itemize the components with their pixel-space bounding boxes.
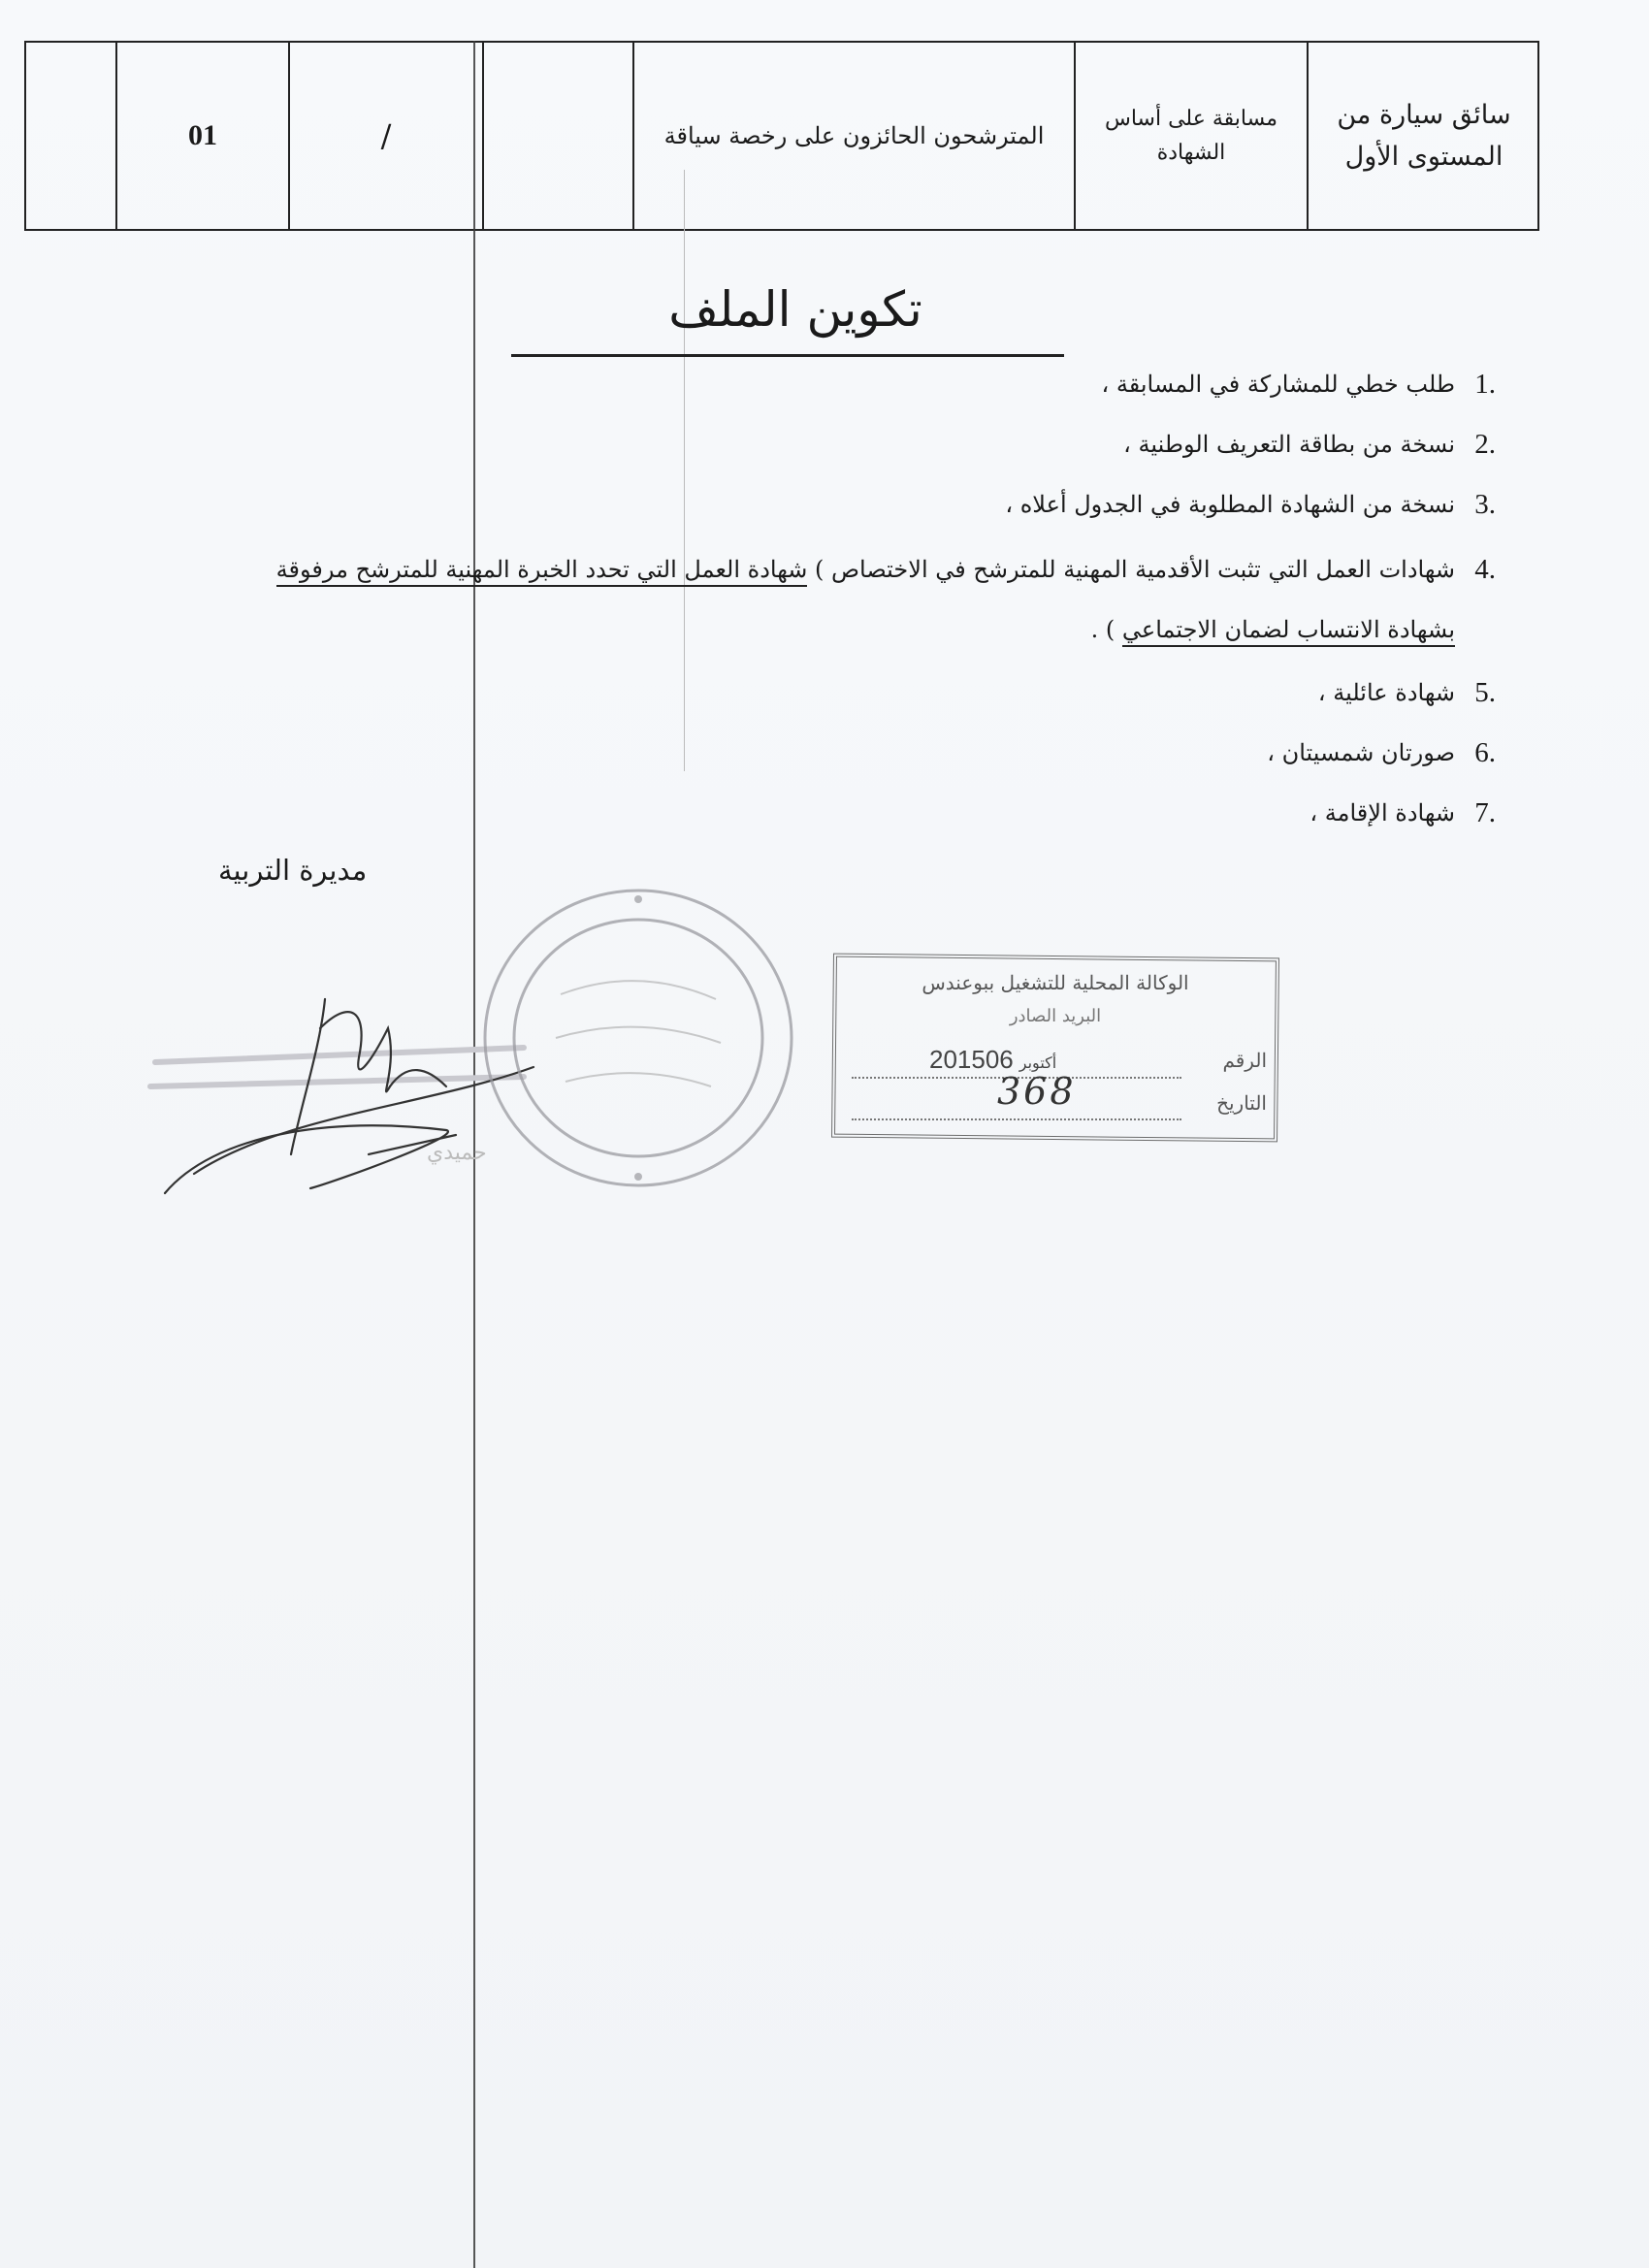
item-text-end: ) . [1090,616,1122,643]
list-item [138,667,1496,728]
round-official-seal [473,878,803,1198]
stamp-registration-number: 368 [997,1070,1077,1113]
table-cell-condition: المترشحون الحائزون على رخصة سياقة [632,43,1074,229]
item-number: 2. [1474,429,1496,460]
file-composition-heading: تكوين الملف [668,281,922,338]
stamp-dotted-line [852,1118,1181,1120]
stamp-number-label: الرقم [1222,1049,1267,1072]
table-cell-blank [482,43,632,229]
registration-stamp [832,956,1278,1140]
stamp-date-month: أكتوبر [1018,1053,1057,1072]
item-text: شهادة الإقامة ، [1310,799,1455,826]
list-item [138,788,1496,848]
item-number: 4. [1474,554,1496,585]
svg-text:حميدي: حميدي [427,1141,487,1165]
required-documents-list [138,359,1496,848]
table-cell-post [1307,43,1539,229]
directorate-title: مديرة التربية [218,854,368,887]
item-text: طلب خطي للمشاركة في المسابقة ، [1101,371,1455,398]
item-text: نسخة من بطاقة التعريف الوطنية ، [1123,431,1455,458]
heading-underline [511,354,1064,357]
item-text: نسخة من الشهادة المطلوبة في الجدول أعلاه ، [1005,491,1455,518]
item-number: 1. [1474,369,1496,400]
stamp-agency: الوكالة المحلية للتشغيل ببوعندس [922,971,1189,994]
table-cell-empty [26,43,115,229]
list-item [138,419,1496,479]
stamp-date-day: 06 [985,1045,1014,1074]
item-text: شهادة عائلية ، [1317,679,1455,706]
post-line-1: سائق سيارة من [1337,99,1511,130]
item-text-line-2 [138,599,1455,660]
mode-line-1: مسابقة على أساس [1105,106,1277,131]
list-item [138,359,1496,419]
mode-line-2: الشهادة [1156,141,1226,165]
item-number: 7. [1474,797,1496,828]
table-cell-recruitment-mode [1074,43,1307,229]
table-cell-positions-count: 01 [115,43,288,229]
item-text: شهادات العمل التي تثبت الأقدمية المهنية للمترشح في الاختصاص ) [815,556,1455,583]
stamp-date-label: التاريخ [1216,1091,1267,1115]
item-number: 6. [1474,737,1496,768]
item-number: 3. [1474,489,1496,520]
item-text-underlined: شهادة العمل التي تحدد الخبرة المهنية للمترشح مرفوقة [276,556,808,587]
post-line-2: المستوى الأول [1344,142,1504,172]
list-item [138,479,1496,539]
positions-table-row [24,41,1539,231]
list-item [138,539,1496,667]
item-text: صورتان شمسيتان ، [1267,739,1455,766]
item-text-underlined: بشهادة الانتساب لضمان الاجتماعي [1122,616,1455,647]
stamp-bureau: البريد الصادر [1009,1006,1102,1026]
table-cell-slash: / [288,43,482,229]
stamp-date-year: 2015 [929,1045,986,1074]
list-item [138,728,1496,788]
item-number: 5. [1474,677,1496,708]
